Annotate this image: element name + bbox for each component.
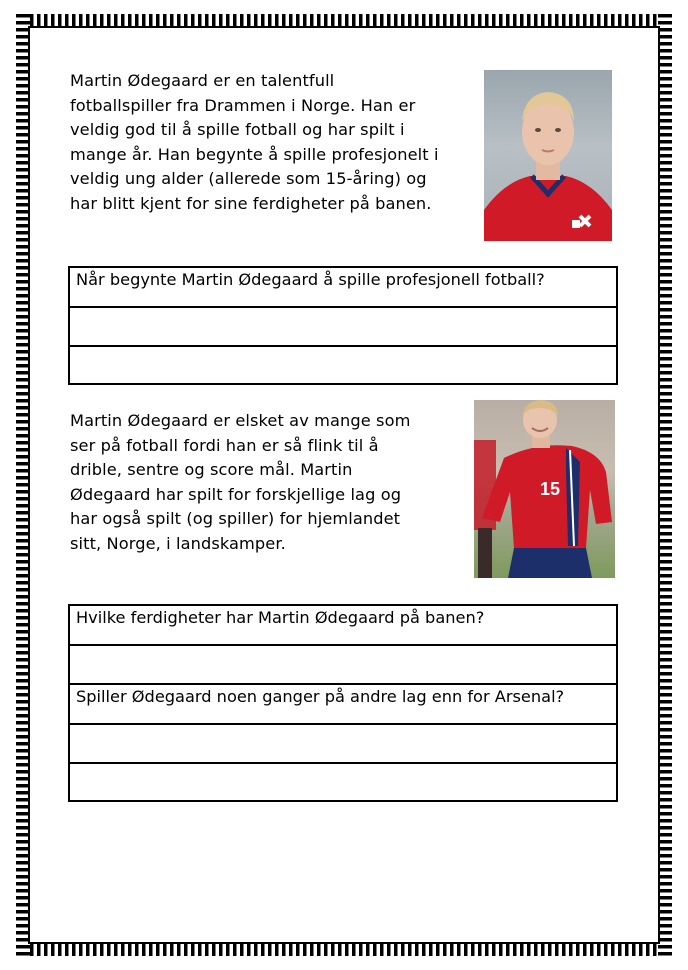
jersey-number: 15 (540, 479, 561, 499)
question-row: Hvilke ferdigheter har Martin Ødegaard på banen? (70, 606, 616, 646)
passage-1-line: veldig god til å spille fotball og har spilt i (70, 120, 405, 139)
border-bottom (16, 942, 672, 956)
question-row: Når begynte Martin Ødegaard å spille profesjonell fotball? (70, 268, 616, 308)
player-action-photo (474, 400, 615, 578)
passage-1-line: mange år. Han begynte å spille profesjonelt i (70, 144, 439, 164)
question-row: Spiller Ødegaard noen ganger på andre lag enn for Arsenal? (70, 685, 616, 725)
answer-line[interactable] (70, 347, 616, 387)
player-portrait-photo (484, 70, 612, 241)
passage-2-line: Ødegaard har spilt for forskjellige lag og (70, 484, 402, 504)
passage-2-line: Martin Ødegaard er elsket av mange som (70, 411, 411, 430)
question-table-1 (68, 266, 618, 385)
passage-2-line: drible, sentre og score mål. Martin (70, 460, 353, 479)
border-right (658, 14, 672, 956)
passage-2 (70, 409, 410, 556)
passage-1-line: Martin Ødegaard er en talentfull (70, 71, 335, 90)
player-portrait-illustration (484, 70, 612, 241)
passage-1-line: har blitt kjent for sine ferdigheter på banen. (70, 193, 432, 213)
passage-1-line: fotballspiller fra Drammen i Norge. Han er (70, 95, 416, 115)
answer-line[interactable] (70, 646, 616, 686)
passage-1-line: veldig ung alder (allerede som 15-åring) og (70, 169, 427, 188)
passage-2-line: har også spilt (og spiller) for hjemlandet (70, 509, 401, 528)
answer-line[interactable] (70, 725, 616, 765)
passage-1 (70, 69, 439, 216)
passage-2-line: sitt, Norge, i landskamper. (70, 533, 286, 553)
question-table-2 (68, 604, 618, 802)
passage-2-line: ser på fotball fordi han er så flink til å (70, 435, 379, 455)
answer-line[interactable] (70, 764, 616, 804)
player-action-illustration (474, 400, 615, 578)
answer-line[interactable] (70, 308, 616, 348)
